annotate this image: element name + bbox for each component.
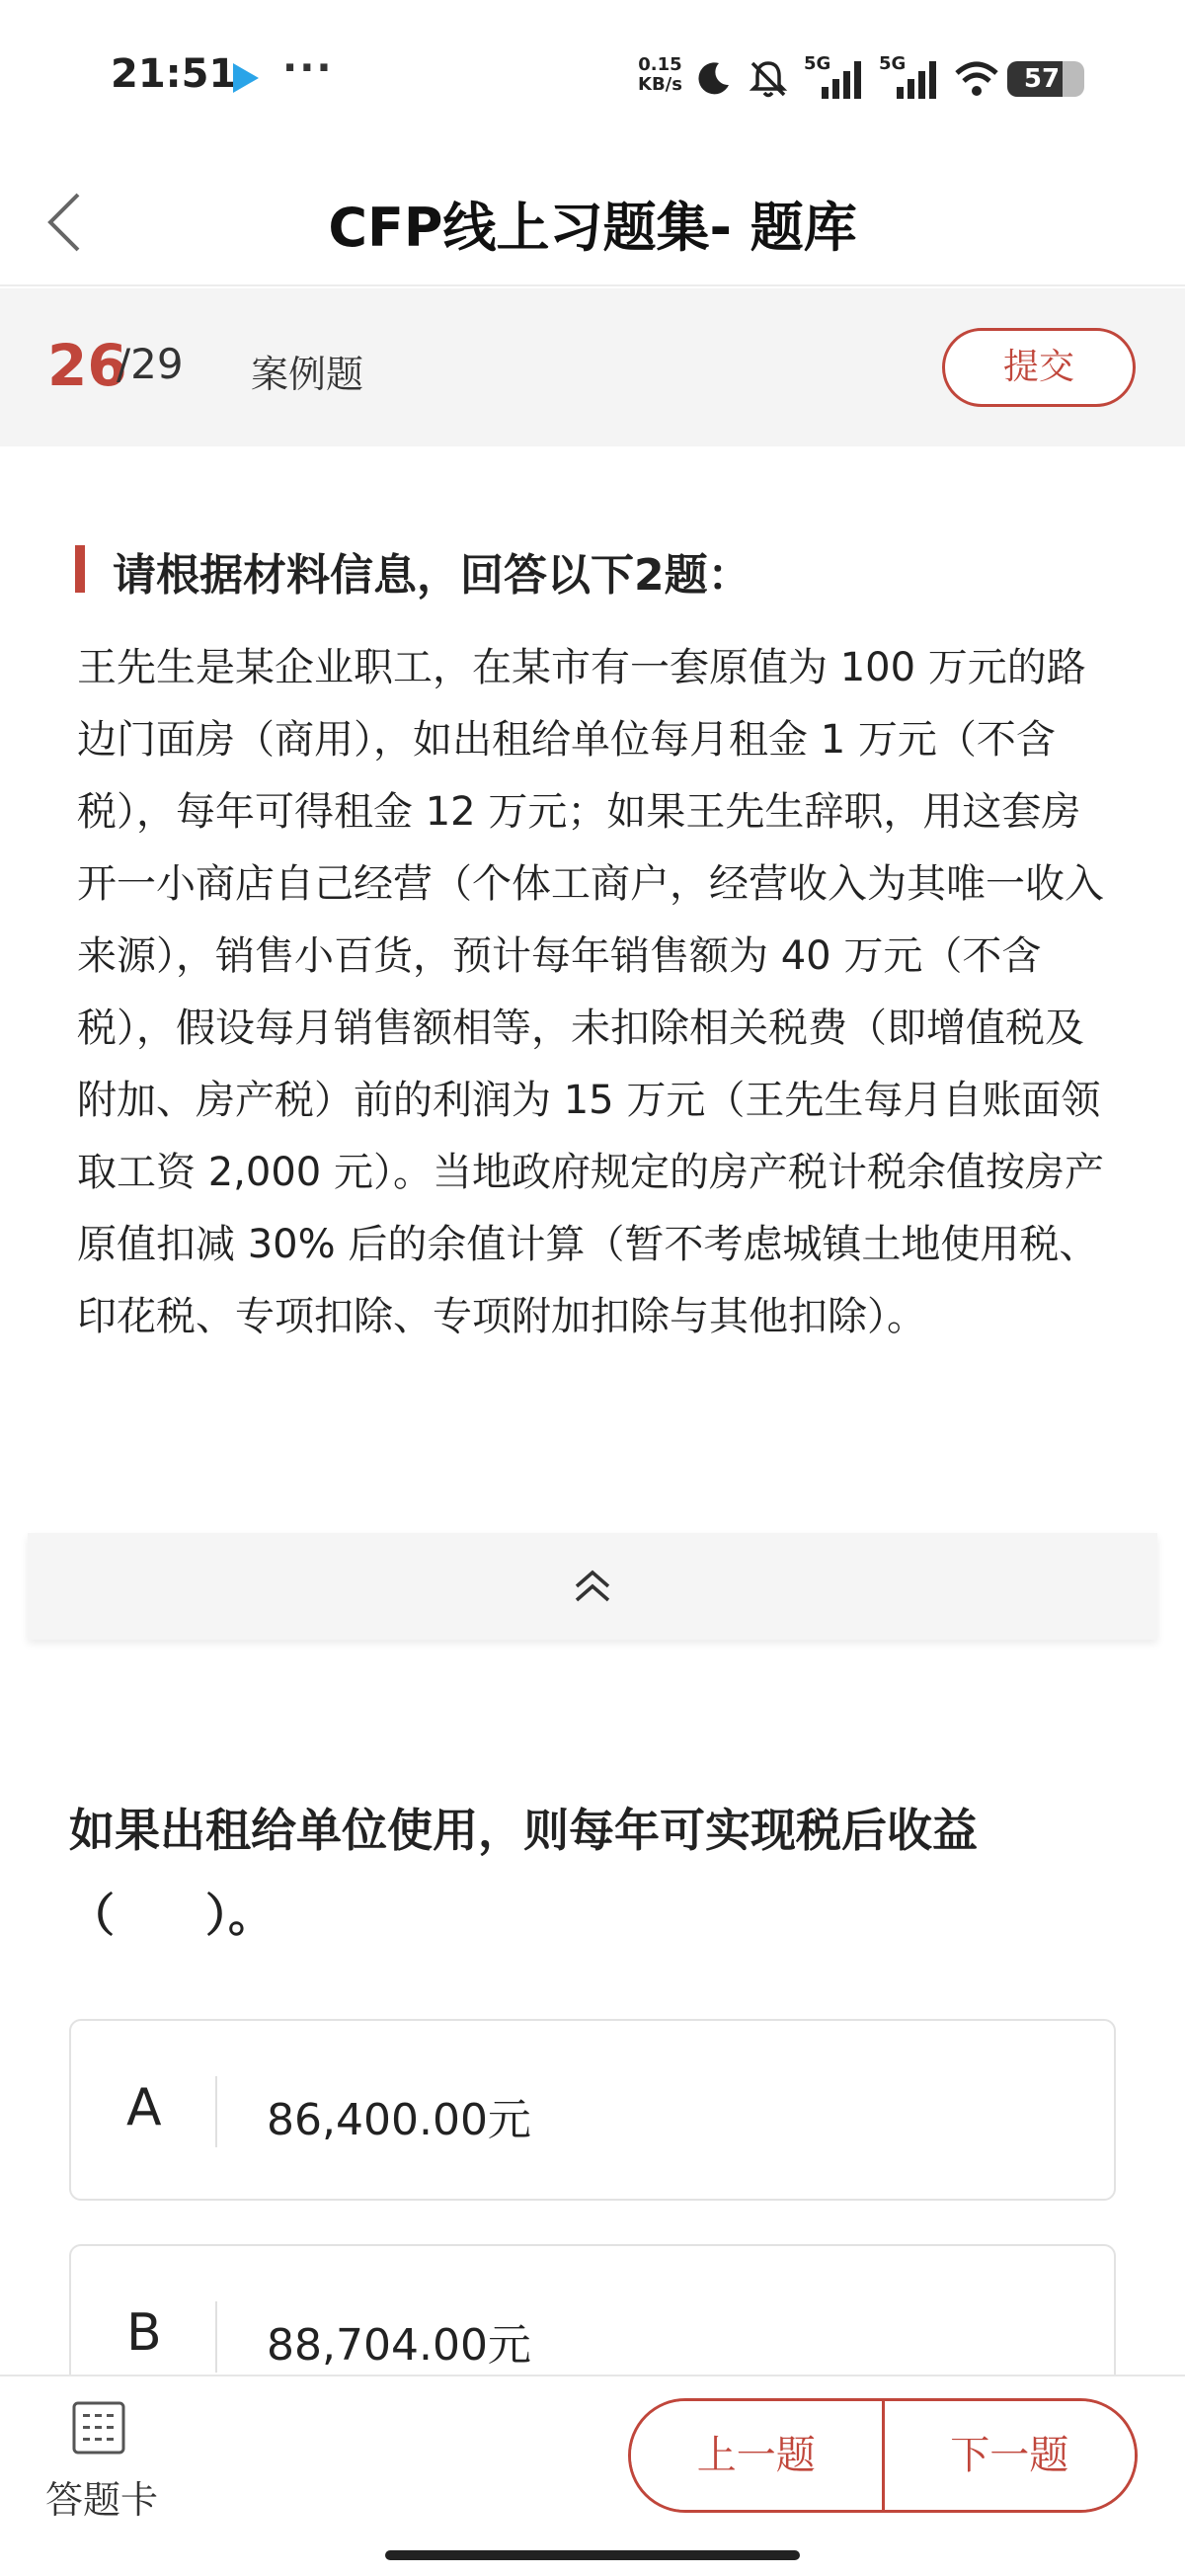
answer-card-label[interactable]: 答题卡 — [45, 2478, 159, 2522]
network-speed-unit: KB/s — [638, 74, 682, 95]
material-heading: 请根据材料信息，回答以下2题： — [113, 550, 751, 601]
signal-label: 5G — [804, 53, 831, 74]
wifi-icon — [954, 59, 999, 99]
material-section — [0, 446, 1185, 1508]
option-text: 86,400.00元 — [267, 2095, 531, 2145]
option-text: 88,704.00元 — [267, 2320, 531, 2371]
collapse-material-button[interactable] — [28, 1533, 1157, 1640]
signal-icon — [804, 53, 865, 101]
network-speed-value: 0.15 — [638, 54, 682, 75]
status-bar — [0, 0, 1185, 158]
page-title: CFP线上习题集- 题库 — [328, 197, 857, 259]
battery-icon: 57 — [1007, 61, 1076, 97]
moon-icon — [693, 59, 733, 99]
question-text: 如果出租给单位使用，则每年可实现税后收益（ ）。 — [69, 1804, 978, 1942]
option-divider — [215, 2301, 217, 2373]
question-total: /29 — [117, 340, 184, 388]
question-nav-group — [628, 2398, 1138, 2513]
prev-question-button[interactable]: 上一题 — [631, 2401, 882, 2510]
progress-bar — [0, 288, 1185, 446]
option-divider — [215, 2076, 217, 2147]
question-current-number: 26 — [47, 332, 127, 399]
more-notifications-icon: ··· — [282, 45, 334, 91]
next-question-button[interactable]: 下一题 — [885, 2401, 1136, 2510]
status-time: 21:51 — [111, 51, 237, 97]
material-body: 王先生是某企业职工，在某市有一套原值为 100 万元的路边门面房（商用），如出租给单位每月租金 1 万元（不含税），每年可得租金 12 万元；如果王先生辞职，用这套房开一小商店自己经营（个体工商户，经营收入为其唯一收入来源），销售小百货，预计每年销售额为 40 万元（不含税），假设每月销售额相等，未扣除相关税费（即增值税及附加、房产税）前的利润为 15 万元（王先生每月自账面领取工资 2,000 元）。当地政府规定的房产税计税余值按房产原值扣减 30% 后的余值计算（暂不考虑城镇土地使用税、印花税、专项扣除、专项附加扣除与其他扣除）。 — [77, 645, 1104, 1339]
option-a[interactable] — [69, 2019, 1116, 2201]
signal-icon-2 — [879, 53, 940, 101]
chevron-up-double-icon — [571, 1565, 614, 1608]
bell-muted-icon — [747, 57, 790, 101]
status-icons — [693, 49, 999, 109]
answer-card-icon[interactable] — [71, 2400, 126, 2455]
home-indicator[interactable] — [385, 2550, 800, 2560]
option-letter: B — [126, 2303, 162, 2363]
option-letter: A — [126, 2078, 162, 2137]
nav-bar — [0, 158, 1185, 286]
play-icon — [233, 63, 259, 93]
question-type: 案例题 — [251, 353, 364, 396]
heading-accent-bar — [75, 545, 85, 593]
signal-label-2: 5G — [879, 53, 907, 74]
network-speed — [638, 55, 682, 95]
submit-button[interactable]: 提交 — [942, 328, 1136, 407]
bottom-bar — [0, 2375, 1185, 2576]
